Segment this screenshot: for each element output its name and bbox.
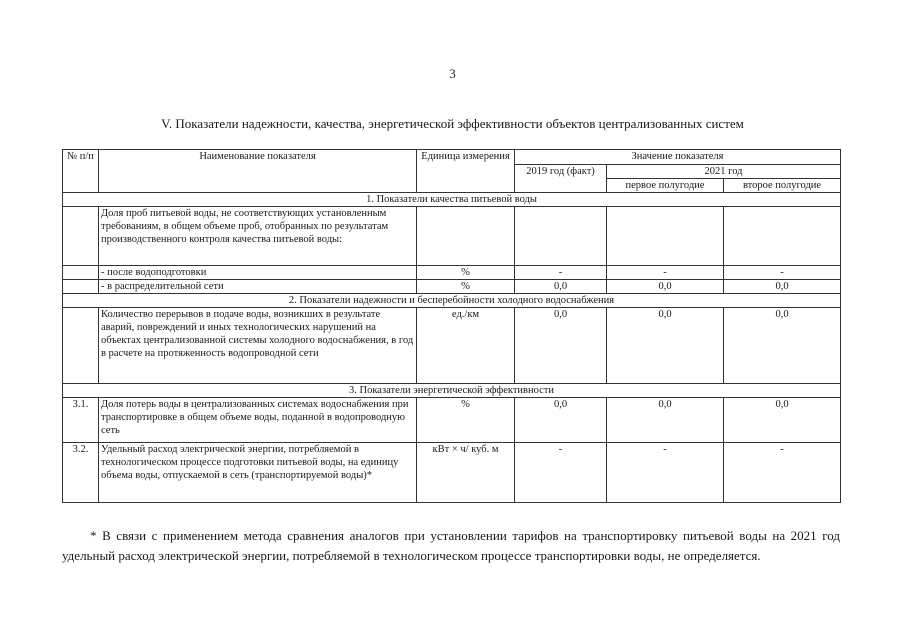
table-row bbox=[63, 398, 841, 443]
section-row bbox=[63, 384, 841, 398]
table-row bbox=[63, 308, 841, 384]
row-value-h1 bbox=[607, 207, 724, 266]
row-value-h2: 0,0 bbox=[724, 280, 841, 294]
row-unit: % bbox=[417, 398, 515, 443]
row-name: Удельный расход электрической энергии, потребляемой в технологическом процессе подготовки питьевой воды, на единицу объема воды, отпускаемой в сеть (транспортируемой воды)* bbox=[99, 443, 417, 503]
row-num bbox=[63, 207, 99, 266]
header-value: Значение показателя bbox=[515, 150, 841, 165]
row-value-h1: - bbox=[607, 266, 724, 280]
row-unit: ед./км bbox=[417, 308, 515, 384]
row-value-h2 bbox=[724, 207, 841, 266]
header-num: № п/п bbox=[63, 150, 99, 193]
header-unit: Единица измерения bbox=[417, 150, 515, 193]
row-value-h2: 0,0 bbox=[724, 308, 841, 384]
row-value-2019: 0,0 bbox=[515, 308, 607, 384]
row-unit: % bbox=[417, 280, 515, 294]
row-num bbox=[63, 266, 99, 280]
footnote: * В связи с применением метода сравнения аналогов при установлении тарифов на транспортировку питьевой воды на 2021 год удельный расход электрической энергии, потребляемой в технологическом процессе транспортировки воды, не определяется. bbox=[62, 528, 840, 563]
row-value-2019: 0,0 bbox=[515, 280, 607, 294]
row-value-h2: - bbox=[724, 266, 841, 280]
row-name: Доля проб питьевой воды, не соответствующих установленным требованиям, в общем объеме проб, отобранных по результатам производственного контроля качества питьевой воды: bbox=[99, 207, 417, 266]
row-value-2019 bbox=[515, 207, 607, 266]
section-1-title: 1. Показатели качества питьевой воды bbox=[63, 193, 841, 207]
section-row bbox=[63, 294, 841, 308]
row-value-h2: - bbox=[724, 443, 841, 503]
row-value-2019: 0,0 bbox=[515, 398, 607, 443]
row-value-h1: - bbox=[607, 443, 724, 503]
row-name: Количество перерывов в подаче воды, возникших в результате аварий, повреждений и иных технологических нарушений на объектах централизованной системы холодного водоснабжения, в год в расчете на протяженность водопроводной сети bbox=[99, 308, 417, 384]
section-3-title: 3. Показатели энергетической эффективности bbox=[63, 384, 841, 398]
row-name: Доля потерь воды в централизованных системах водоснабжения при транспортировке в общем объеме воды, поданной в водопроводную сеть bbox=[99, 398, 417, 443]
row-value-2019: - bbox=[515, 443, 607, 503]
section-2-title: 2. Показатели надежности и бесперебойности холодного водоснабжения bbox=[63, 294, 841, 308]
row-name: - в распределительной сети bbox=[99, 280, 417, 294]
header-row bbox=[63, 150, 841, 165]
table-row bbox=[63, 280, 841, 294]
row-value-2019: - bbox=[515, 266, 607, 280]
row-num bbox=[63, 280, 99, 294]
row-name: - после водоподготовки bbox=[99, 266, 417, 280]
row-value-h1: 0,0 bbox=[607, 308, 724, 384]
section-row bbox=[63, 193, 841, 207]
row-num bbox=[63, 308, 99, 384]
row-value-h2: 0,0 bbox=[724, 398, 841, 443]
row-num: 3.1. bbox=[63, 398, 99, 443]
header-2021: 2021 год bbox=[607, 165, 841, 179]
table-row bbox=[63, 207, 841, 266]
row-unit: % bbox=[417, 266, 515, 280]
section-title: V. Показатели надежности, качества, энергетической эффективности объектов централизованных систем bbox=[161, 116, 744, 131]
header-second-half: второе полугодие bbox=[724, 179, 841, 193]
row-value-h1: 0,0 bbox=[607, 398, 724, 443]
table-row bbox=[63, 266, 841, 280]
header-2019: 2019 год (факт) bbox=[515, 165, 607, 193]
row-num: 3.2. bbox=[63, 443, 99, 503]
row-unit bbox=[417, 207, 515, 266]
header-name: Наименование показателя bbox=[99, 150, 417, 193]
indicators-table bbox=[62, 149, 841, 503]
header-first-half: первое полугодие bbox=[607, 179, 724, 193]
page-number: 3 bbox=[449, 66, 456, 81]
row-value-h1: 0,0 bbox=[607, 280, 724, 294]
row-unit: кВт × ч/ куб. м bbox=[417, 443, 515, 503]
table-row bbox=[63, 443, 841, 503]
